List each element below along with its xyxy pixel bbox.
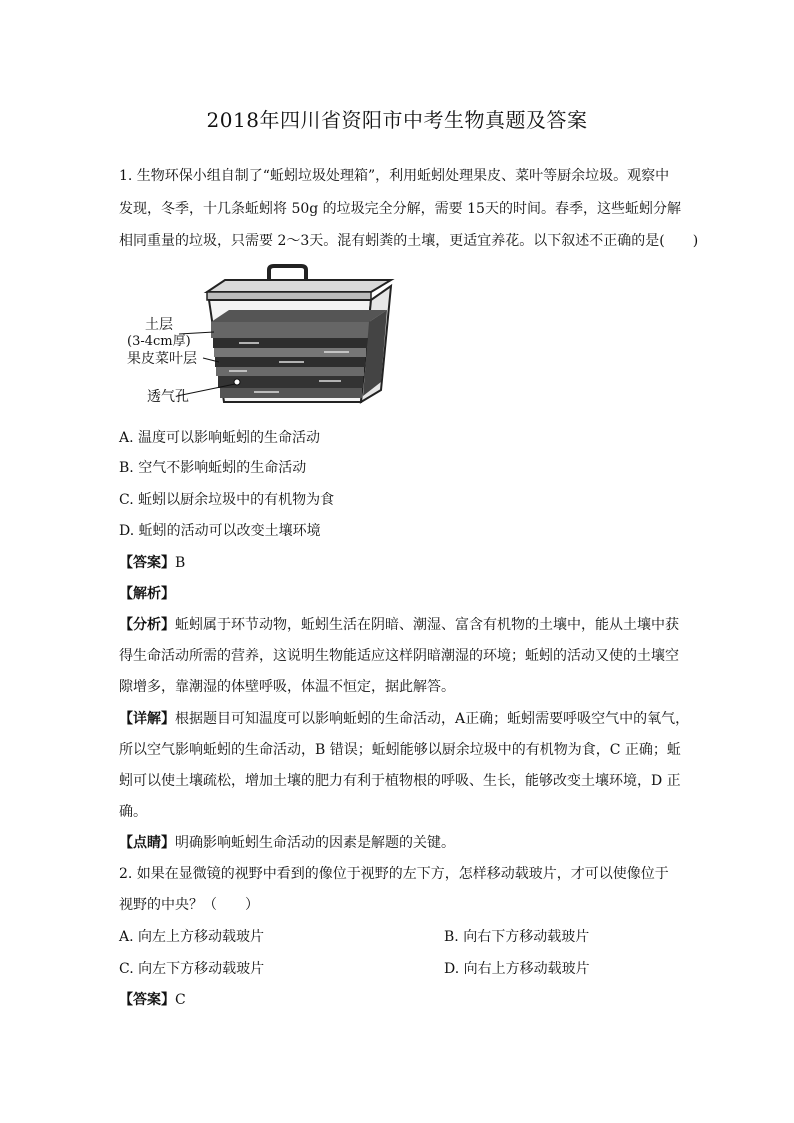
q2-answer (119, 989, 186, 1009)
fenxi-tag: 【分析】 (119, 617, 175, 633)
q2-option-c: C. 向左下方移动载玻片 (119, 961, 265, 977)
answer-value: C (175, 992, 186, 1008)
q1-xiangjie-line-2: 所以空气影响蚯蚓的生命活动，B 错误；蚯蚓能够以厨余垃圾中的有机物为食，C 正确；蚯 (119, 742, 681, 758)
q2-option-b: B. 向右下方移动载玻片 (444, 929, 590, 945)
q1-answer (119, 552, 185, 572)
answer-value: B (175, 555, 186, 571)
q1-dianjing (119, 832, 455, 852)
q2-stem-line-1: 2. 如果在显微镜的视野中看到的像位于视野的左下方，怎样移动载玻片，才可以使像位于 (119, 866, 669, 882)
soil-thickness-label: (3-4cm厚) (127, 334, 191, 349)
soil-layer-label: 土层 (145, 317, 173, 333)
xiangjie-tag: 【详解】 (119, 711, 175, 727)
dianjing-text: 明确影响蚯蚓生命活动的因素是解题的关键。 (175, 835, 455, 851)
q1-fenxi-line-2: 得生命活动所需的营养，这说明生物能适应这样阴暗潮湿的环境；蚯蚓的活动又使的土壤空 (119, 648, 679, 664)
q1-fenxi-line-3: 隙增多，靠潮湿的体壁呼吸，体温不恒定，据此解答。 (119, 679, 455, 695)
vent-hole-label: 透气孔 (147, 389, 189, 405)
q1-xiangjie-line-1 (119, 708, 689, 728)
q2-stem-line-2: 视野的中央？（ ） (119, 897, 259, 913)
q1-option-a: A. 温度可以影响蚯蚓的生命活动 (119, 430, 321, 446)
fenxi-text-1: 蚯蚓属于环节动物，蚯蚓生活在阴暗、潮湿、富含有机物的土壤中，能从土壤中获 (175, 617, 679, 633)
q1-analysis-tag: 【解析】 (119, 586, 175, 602)
q1-xiangjie-line-3: 蚓可以使土壤疏松，增加土壤的肥力有利于植物根的呼吸、生长，能够改变土壤环境，D 正 (119, 773, 681, 789)
answer-tag: 【答案】 (119, 992, 175, 1008)
q1-xiangjie-line-4: 确。 (119, 804, 147, 820)
answer-tag: 【答案】 (119, 555, 175, 571)
xiangjie-text-1: 根据题目可知温度可以影响蚯蚓的生命活动，A正确；蚯蚓需要呼吸空气中的氧气， (175, 711, 690, 727)
q1-option-c: C. 蚯蚓以厨余垃圾中的有机物为食 (119, 492, 335, 508)
q2-option-d: D. 向右上方移动载玻片 (444, 961, 590, 977)
q1-stem-line-1: 1. 生物环保小组自制了“蚯蚓垃圾处理箱”，利用蚯蚓处理果皮、菜叶等厨余垃圾。观察中 (119, 168, 670, 184)
earthworm-box-figure (119, 262, 419, 412)
dianjing-tag: 【点睛】 (119, 835, 175, 851)
page-title: 2018年四川省资阳市中考生物真题及答案 (206, 108, 588, 132)
q2-option-a: A. 向左上方移动载玻片 (119, 929, 265, 945)
q1-stem-line-3: 相同重量的垃圾，只需要 2～3天。混有蚓粪的土壤，更适宜养花。以下叙述不正确的是( ) (119, 233, 699, 249)
q1-option-d: D. 蚯蚓的活动可以改变土壤环境 (119, 523, 321, 539)
q1-fenxi-line-1 (119, 614, 679, 634)
q1-option-b: B. 空气不影响蚯蚓的生命活动 (119, 460, 307, 476)
q1-stem-line-2: 发现，冬季，十几条蚯蚓将 50g 的垃圾完全分解，需要 15天的时间。春季，这些蚯蚓分解 (119, 201, 681, 217)
peel-layer-label: 果皮菜叶层 (127, 351, 197, 367)
